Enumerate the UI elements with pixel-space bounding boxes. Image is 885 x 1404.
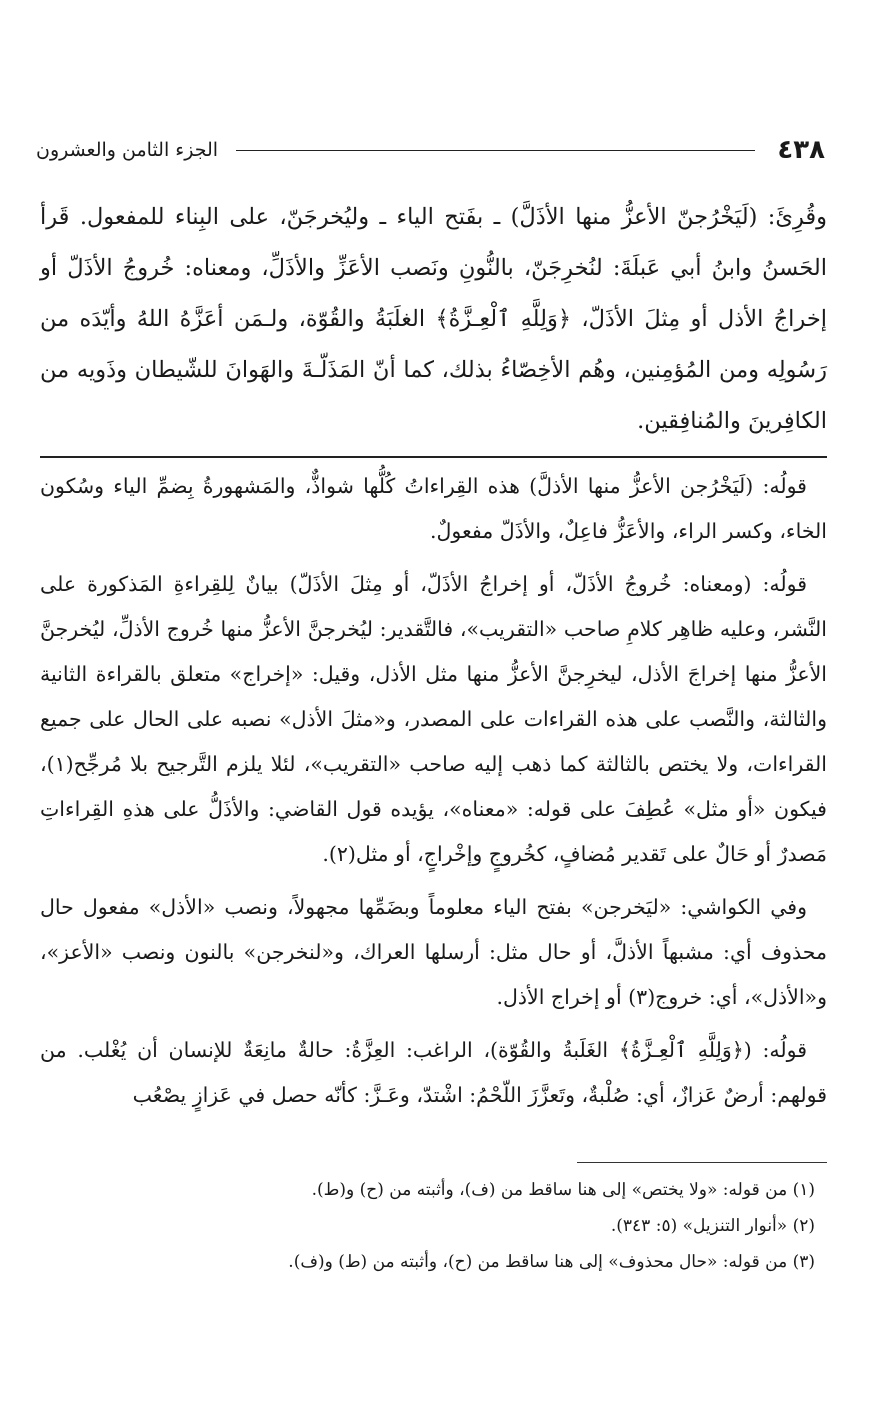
main-text xyxy=(40,192,827,447)
commentary-paragraph-3: وفي الكواشي: «ليَخرجن» بفتح الياء معلوماً وبضَمِّها مجهولاً، ونصب «الأذل» مفعول حال محذوف أي: مشبهاً الأذلَّ، أو حال مثل: أرسلها العراك، و«لنخرجن» بالنون ونصب «الأعز»، و«الأذل»، أي: خروج(٣) أو إخراج الأذل. xyxy=(40,895,827,1009)
main-paragraph: وقُرِئَ: (لَيَخْرُجنّ الأعزُّ منها الأذَلَّ) ـ بفَتح الياء ـ وليُخرجَنّ، على البِناء للمفعول. قَرأ الحَسنُ وابنُ أبي عَبلَةَ: لنُخرِجَنّ، بالنُّونِ ونَصب الأعَزِّ والأذَلِّ، ومعناه: خُروجُ الأذَلّ أو إخراجُ الأذل أو مِثلَ الأذَلّ، ﴿وَلِلَّهِ ٱلْعِـزَّةُ﴾ الغلَبَةُ والقُوّة، ولـمَن أعَزَّهُ اللهُ وأيّدَه من رَسُولِه ومن المُؤمِنين، وهُم الأخِصّاءُ بذلك، كما أنّ المَذَلّـةَ والهَوانَ للشّيطان وذَويه من الكافِرينَ والمُنافِقين. xyxy=(40,204,827,434)
footnotes xyxy=(40,1172,815,1280)
footnote-1: (١) من قوله: «ولا يختص» إلى هنا ساقط من (ف)، وأثبته من (ح) و(ط). xyxy=(311,1180,815,1200)
commentary-paragraph-4: قولُه: (﴿وَلِلَّهِ ٱلْعِـزَّةُ﴾ الغَلَبةُ والقُوّة)، الراغب: العِزَّةُ: حالةٌ مانِعَةٌ للإنسان أن يُغْلب. من قولهم: أرضٌ عَزازٌ، أي: صُلْبةٌ، وتَعزَّزَ اللّحْمُ: اشْتدّ، وعَـزَّ: كأنّه حصل في عَزازٍ يصْعُب xyxy=(40,1038,827,1107)
commentary-paragraph-1: قولُه: (لَيَخْرُجن الأعزُّ منها الأذلَّ) هذه القِراءاتُ كُلُّها شواذٌّ، والمَشهورةُ بِضمِّ الياء وسُكون الخاء، وكسر الراء، والأعَزُّ فاعِلٌ، والأذَلّ مفعولٌ. xyxy=(40,474,827,543)
footnote-rule xyxy=(577,1162,827,1163)
footnote-2: (٢) «أنوار التنزيل» (٥: ٣٤٣). xyxy=(610,1216,815,1236)
page-number: ٤٣٨ xyxy=(777,135,825,165)
footnote-3: (٣) من قوله: «حال محذوف» إلى هنا ساقط من (ح)، وأثبته من (ط) و(ف). xyxy=(288,1252,815,1272)
part-title: الجزء الثامن والعشرون xyxy=(36,139,219,161)
page-header xyxy=(36,128,825,172)
header-rule xyxy=(236,150,755,151)
commentary-paragraph-2: قولُه: (ومعناه: خُروجُ الأذَلّ، أو إخراجُ الأذَلّ، أو مِثلَ الأذَلّ) بيانٌ لِلقِراءةِ المَذكورة على النَّشر، وعليه ظاهِر كلامِ صاحب «التقريب»، فالتَّقدير: ليُخرجنَّ الأعزُّ منها خُروج الأذلِّ، ليُخرجنَّ الأعزُّ منها إخراجَ الأذل، ليخرِجنَّ الأعزُّ منها مثل الأذل، وقيل: «إخراج» متعلق بالقراءة الثانية والثالثة، والنَّصب على هذه القراءات على المصدر، و«مثلَ الأذل» نصبه على الحال على جميع القراءات، ولا يختص بالثالثة كما ذهب إليه صاحب «التقريب»، لئلا يلزم التَّرجيح بلا مُرجِّح(١)، فيكون «أو مثل» عُطِفَ على قوله: «معناه»، يؤيده قول القاضي: والأذَلُّ على هذهِ القِراءاتِ مَصدرٌ أو حَالٌ على تَقدير مُضافٍ، كخُروجٍ وإخْراجٍ، أو مثل(٢). xyxy=(40,572,827,866)
commentary xyxy=(40,464,827,1126)
main-commentary-separator xyxy=(40,456,827,458)
